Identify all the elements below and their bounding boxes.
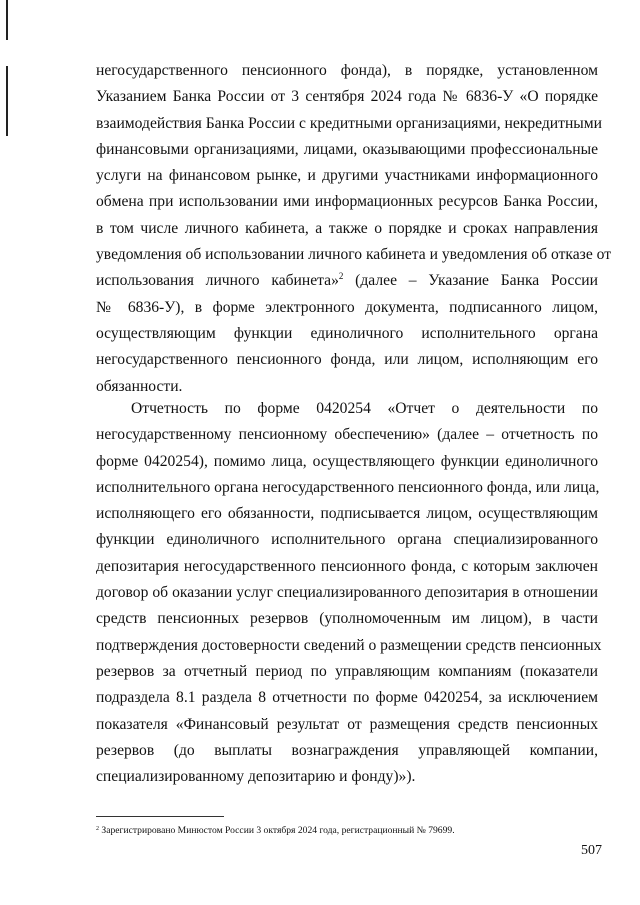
text-line: договор об оказании услуг специализированного депозитария в отношении xyxy=(96,584,598,602)
text-line: негосударственного пенсионного фонда, или лицом, исполняющим его xyxy=(96,351,598,369)
text-line: функции единоличного исполнительного органа специализированного xyxy=(96,531,598,549)
text-line: № 6836-У), в форме электронного документа, подписанного лицом, xyxy=(96,298,598,316)
page-number: 507 xyxy=(581,843,602,858)
text-line: уведомления об использовании личного кабинета и уведомления об отказе от xyxy=(96,246,612,264)
footnote xyxy=(96,824,455,837)
footnote-divider xyxy=(96,816,224,817)
paragraph-1 xyxy=(96,58,612,400)
text-line: негосударственного пенсионного фонда), в порядке, установленном xyxy=(96,62,598,79)
text-line: обязанности. xyxy=(96,377,183,395)
scan-edge-mark xyxy=(6,66,8,136)
text-line: показателя «Финансовый результат от размещения средств пенсионных xyxy=(96,715,598,733)
text-line: услуги на финансовом рынке, и другими участниками информационного xyxy=(96,167,598,185)
text-line: форме 0420254), помимо лица, осуществляющего функции единоличного xyxy=(96,452,598,470)
text-line: Указанием Банка России от 3 сентября 2024 года № 6836-У «О порядке xyxy=(96,88,598,106)
paragraph-2 xyxy=(96,396,602,790)
text-line: средств пенсионных резервов (уполномоченным им лицом), в части xyxy=(96,610,598,628)
footnote-text: Зарегистрировано Минюстом России 3 октября 2024 года, регистрационный № 79699. xyxy=(99,825,455,836)
text-segment: использования личного кабинета» xyxy=(96,272,339,290)
text-line: подтверждения достоверности сведений о размещении средств пенсионных xyxy=(96,636,602,654)
text-line: резервов за отчетный период по управляющим компаниям (показатели xyxy=(96,662,598,680)
text-line: депозитария негосударственного пенсионного фонда, с которым заключен xyxy=(96,557,598,575)
text-line: резервов (до выплаты вознаграждения управляющей компании, xyxy=(96,741,598,759)
text-line: в том числе личного кабинета, а также о порядке и сроках направления xyxy=(96,219,598,237)
footnote-marker: 2 xyxy=(96,826,99,832)
text-line: осуществляющим функции единоличного исполнительного органа xyxy=(96,324,598,342)
footnote-reference: 2 xyxy=(338,271,344,282)
text-line: исполнительного органа негосударственного пенсионного фонда, или лица, xyxy=(96,478,600,496)
text-line xyxy=(96,268,598,294)
scan-edge-mark xyxy=(6,0,8,40)
text-line: финансовыми организациями, лицами, оказывающими профессиональные xyxy=(96,140,598,158)
text-line: Отчетность по форме 0420254 «Отчет о деятельности по xyxy=(131,400,598,417)
text-line: подраздела 8.1 раздела 8 отчетности по форме 0420254, за исключением xyxy=(96,689,598,707)
text-line: негосударственному пенсионному обеспечению» (далее – отчетность по xyxy=(96,426,598,444)
text-line: обмена при использовании ими информационных ресурсов Банка России, xyxy=(96,193,598,211)
text-segment: (далее – Указание Банка России xyxy=(343,272,598,290)
text-line: специализированному депозитарию и фонду)»). xyxy=(96,768,416,786)
text-line: исполняющего его обязанности, подписывается лицом, осуществляющим xyxy=(96,505,598,523)
text-line: взаимодействия Банка России с кредитными организациями, некредитными xyxy=(96,114,602,132)
